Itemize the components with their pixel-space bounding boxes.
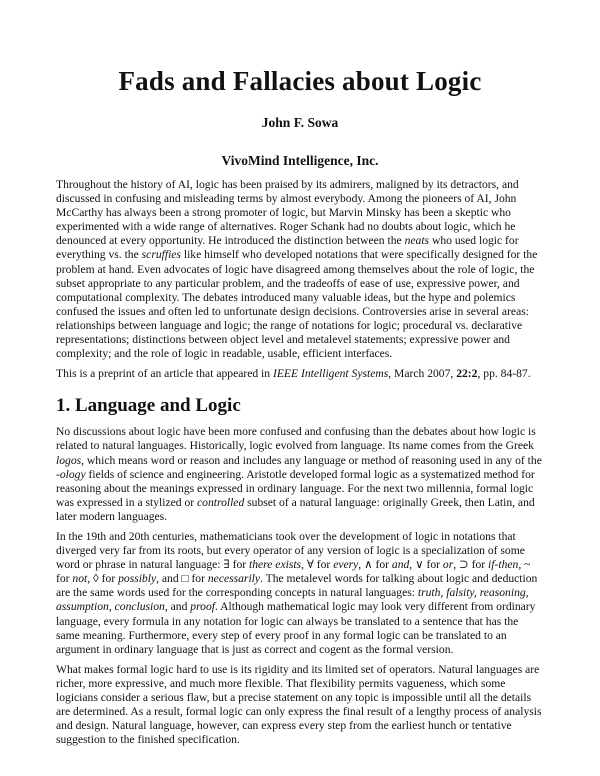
preprint-note: This is a preprint of an article that appeared in IEEE Intelligent Systems, March 2007, 22:2, pp. 84-87. <box>56 367 531 381</box>
author-organization: VivoMind Intelligence, Inc. <box>221 153 379 168</box>
section-paragraph-1: No discussions about logic have been more confused and confusing than the debates about how logic is related to natural languages. Historically, logic evolved from language. Its name comes from the Greek logos, which means word or reason and includes any language or method of reasoning used in any of the -ology fields of science and engineering. Aristotle developed formal logic as a systematized method for reasoning about the meanings expressed in ordinary language. For the next two millennia, formal logic was expressed in a stylized or controlled subset of a natural language: originally Greek, then Latin, and later modern languages. <box>56 425 542 523</box>
abstract-paragraph: Throughout the history of AI, logic has been praised by its admirers, maligned by its detractors, and discussed in confusing and misleading terms by almost everybody. Among the pioneers of AI, John McCarthy has always been a strong promoter of logic, but Marvin Minsky has been a skeptic who experimented with a wide range of alternatives. Roger Schank had no doubts about logic, which he denounced at every opportunity. He introduced the distinction between the neats who used logic for everything vs. the scruffies like himself who developed notations that were specifically designed for the problem at hand. Even advocates of logic have disagreed among themselves about the role of logic, the subset appropriate to any particular problem, and the tradeoffs of ease of use, expressive power, and computational complexity. The debates introduced many valuable ideas, but the hype and polemics confused the issues and often led to unfortunate design decisions. Controversies arise in several areas: relationships between language and logic; the range of notations for logic; procedural vs. declarative representations; distinctions between object level and metalevel statements; expressive power and complexity; and the role of logic in readable, usable, efficient interfaces. <box>56 178 538 361</box>
section-heading: 1. Language and Logic <box>56 395 241 417</box>
paper-title: Fads and Fallacies about Logic <box>118 66 482 96</box>
author-name: John F. Sowa <box>261 115 339 130</box>
section-paragraph-2: In the 19th and 20th centuries, mathematicians took over the development of logic in notations that diverged very far from its roots, but every operator of any version of logic is a specialization of some word or phrase in natural language: ∃ for there exists, ∀ for every, ∧ for and, ∨ for or, ⊃ for if-then, ~ for not, ◊ for possibly, and □ for necessarily. The metalevel words for talking about logic and deduction are the same words used for the corresponding concepts in natural languages: truth, falsity, reasoning, assumption, conclusion, and proof. Although mathematical logic may look very different from ordinary language, every formula in any notation for logic can always be translated to a sentence that has the same meaning. Furthermore, every step of every proof in any formal logic can be translated to an argument in ordinary language that is just as correct and cogent as the formal version. <box>56 529 538 656</box>
section-paragraph-3: What makes formal logic hard to use is its rigidity and its limited set of operators. Natural languages are richer, more expressive, and much more flexible. That flexibility permits vagueness, which some logicians consider a serious flaw, but a precise statement on any topic is impossible until all the details are determined. As a result, formal logic can only express the final result of a lengthy process of analysis and design. Natural language, however, can express every step from the earliest hunch or tentative suggestion to the finished specification. <box>56 662 542 747</box>
